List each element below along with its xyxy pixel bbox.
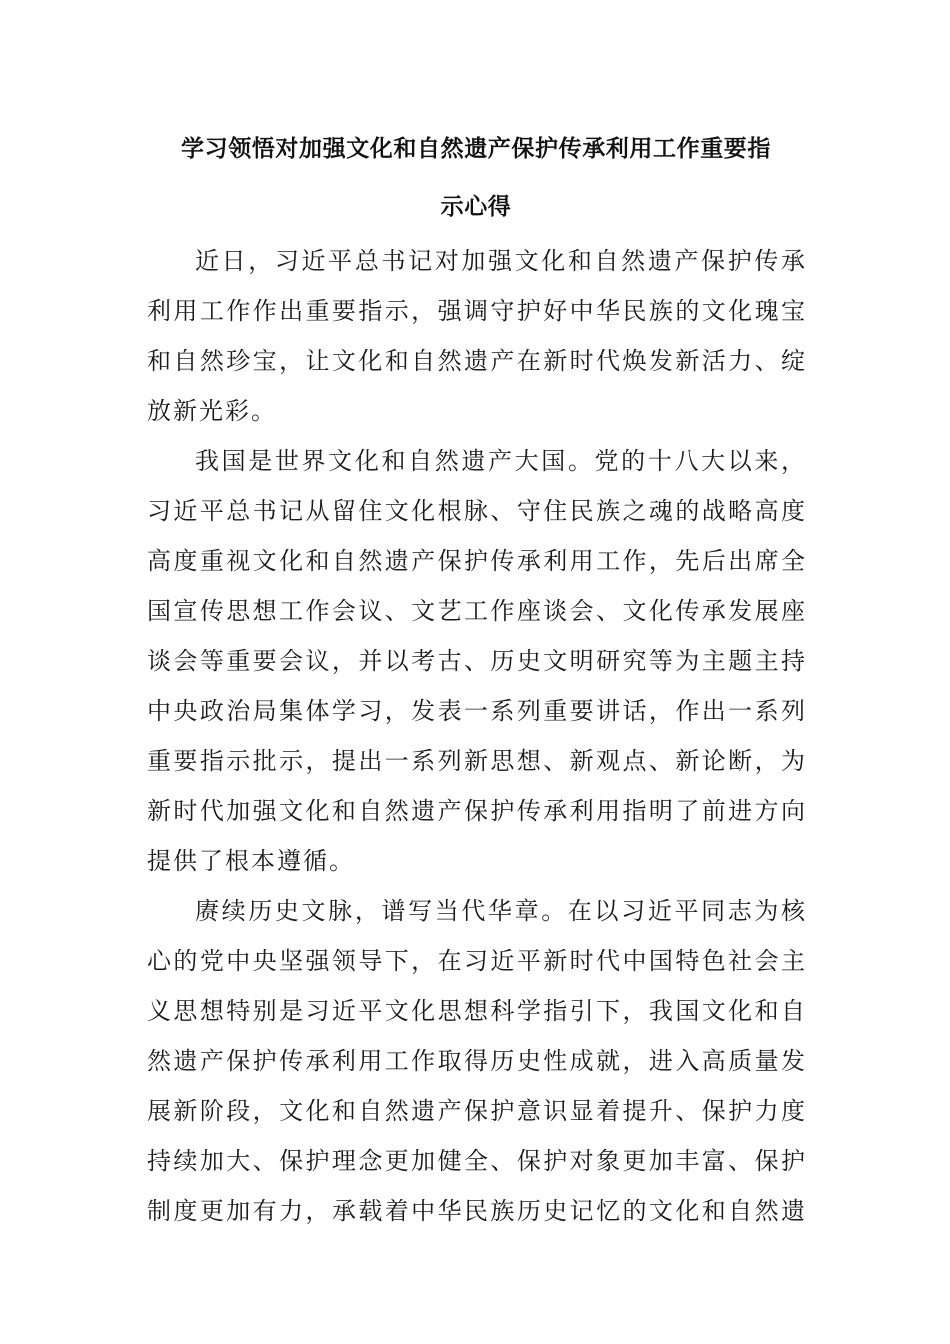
paragraph-line: 近日，习近平总书记对加强文化和自然遗产保护传承	[195, 247, 805, 275]
paragraph-3	[147, 886, 805, 1236]
paragraph-line: 然遗产保护传承利用工作取得历史性成就，进入高质量发	[147, 1047, 805, 1075]
paragraph-line: 我国是世界文化和自然遗产大国。党的十八大以来，	[195, 447, 805, 475]
paragraph-line: 利用工作作出重要指示，强调守护好中华民族的文化瑰宝	[147, 297, 805, 325]
paragraph-line: 展新阶段，文化和自然遗产保护意识显着提升、保护力度	[147, 1097, 805, 1125]
paragraph-1	[147, 236, 805, 436]
paragraph-line: 新时代加强文化和自然遗产保护传承利用指明了前进方向	[147, 797, 805, 825]
paragraph-line: 中央政治局集体学习，发表一系列重要讲话，作出一系列	[147, 697, 805, 725]
paragraph-line: 赓续历史文脉，谱写当代华章。在以习近平同志为核	[195, 897, 805, 925]
title-line-2: 示心得	[440, 194, 512, 220]
document-page	[147, 120, 805, 1236]
document-title	[147, 120, 805, 236]
paragraph-line: 国宣传思想工作会议、文艺工作座谈会、文化传承发展座	[147, 597, 805, 625]
title-line-1: 学习领悟对加强文化和自然遗产保护传承利用工作重要指	[181, 136, 771, 162]
paragraph-line: 心的党中央坚强领导下，在习近平新时代中国特色社会主	[147, 947, 805, 975]
paragraph-line: 高度重视文化和自然遗产保护传承利用工作，先后出席全	[147, 547, 805, 575]
paragraph-line: 持续加大、保护理念更加健全、保护对象更加丰富、保护	[147, 1147, 805, 1175]
paragraph-line: 放新光彩。	[147, 397, 277, 425]
paragraph-line: 谈会等重要会议，并以考古、历史文明研究等为主题主持	[147, 647, 805, 675]
paragraph-line: 和自然珍宝，让文化和自然遗产在新时代焕发新活力、绽	[147, 347, 805, 375]
paragraph-line: 习近平总书记从留住文化根脉、守住民族之魂的战略高度	[147, 497, 805, 525]
paragraph-line: 义思想特别是习近平文化思想科学指引下，我国文化和自	[147, 997, 805, 1025]
paragraph-2	[147, 436, 805, 886]
paragraph-line: 提供了根本遵循。	[147, 847, 355, 875]
paragraph-line: 制度更加有力，承载着中华民族历史记忆的文化和自然遗	[147, 1197, 805, 1225]
paragraph-line: 重要指示批示，提出一系列新思想、新观点、新论断，为	[147, 747, 805, 775]
